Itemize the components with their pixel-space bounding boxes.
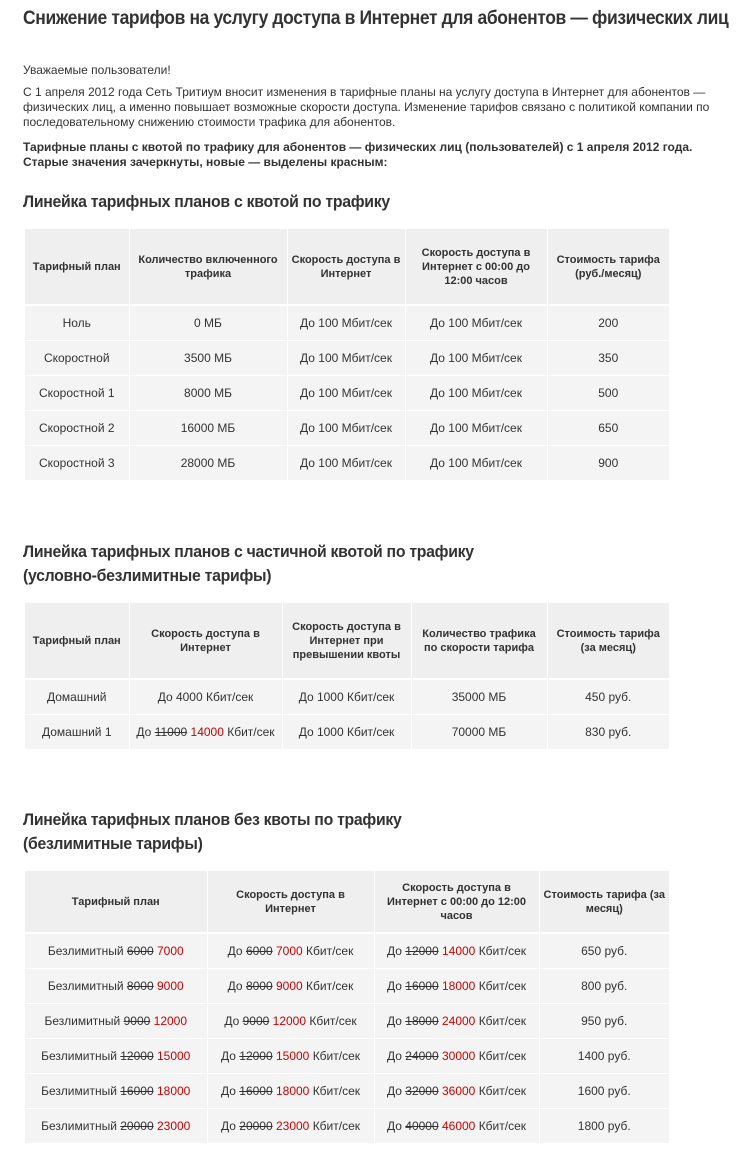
section1-heading bbox=[23, 190, 390, 214]
cell-text: Кбит/сек bbox=[475, 1048, 527, 1063]
table-cell bbox=[207, 1108, 374, 1143]
old-value: 16000 bbox=[405, 978, 439, 993]
cell-text: Кбит/сек bbox=[309, 1083, 361, 1098]
table-cell: 650 bbox=[547, 410, 669, 445]
table-cell: До 100 Мбит/сек bbox=[287, 305, 405, 340]
table-cell bbox=[539, 968, 669, 1003]
table-header-row bbox=[25, 603, 669, 679]
column-header: Тарифный план bbox=[25, 229, 129, 305]
cell-text: 1400 руб. bbox=[577, 1048, 631, 1063]
cell-text: Кбит/сек bbox=[475, 978, 527, 993]
table-cell bbox=[25, 714, 129, 749]
table-cell bbox=[25, 679, 129, 714]
cell-text: До 4000 Кбит/сек bbox=[157, 689, 254, 704]
table-cell: 8000 МБ bbox=[129, 375, 287, 410]
cell-text: 800 руб. bbox=[581, 978, 628, 993]
table-row bbox=[25, 968, 669, 1003]
new-value: 12000 bbox=[153, 1013, 188, 1028]
table-cell: 350 bbox=[547, 340, 669, 375]
column-header: Тарифный план bbox=[25, 603, 129, 679]
table-cell bbox=[539, 1073, 669, 1108]
cell-text: 830 руб. bbox=[585, 724, 632, 739]
table-row bbox=[25, 340, 669, 375]
cell-text: До bbox=[227, 978, 246, 993]
table-header-row bbox=[25, 871, 669, 933]
table-cell: 3500 МБ bbox=[129, 340, 287, 375]
table-cell bbox=[25, 968, 207, 1003]
table-cell bbox=[547, 714, 669, 749]
new-value: 9000 bbox=[275, 978, 303, 993]
cell-text: Кбит/сек bbox=[306, 1013, 357, 1028]
table-cell bbox=[25, 1003, 207, 1038]
table-cell: До 100 Мбит/сек bbox=[405, 340, 547, 375]
new-value: 18000 bbox=[275, 1083, 310, 1098]
old-value: 12000 bbox=[405, 943, 439, 958]
column-header: Стоимость тарифа (руб./месяц) bbox=[547, 229, 669, 305]
cell-text: Безлимитный bbox=[41, 1118, 121, 1133]
table-cell: До 100 Мбит/сек bbox=[405, 445, 547, 480]
old-value: 6000 bbox=[126, 943, 154, 958]
new-value: 46000 bbox=[441, 1118, 476, 1133]
cell-text: До bbox=[386, 1013, 406, 1028]
cell-text: 35000 МБ bbox=[451, 689, 507, 704]
table-cell bbox=[374, 1038, 539, 1073]
new-value: 18000 bbox=[156, 1083, 191, 1098]
table-row bbox=[25, 1003, 669, 1038]
table-cell: До 100 Мбит/сек bbox=[287, 445, 405, 480]
new-value: 15000 bbox=[156, 1048, 191, 1063]
page-title: Снижение тарифов на услугу доступа в Интернет для абонентов — физических лиц bbox=[23, 8, 729, 29]
table-cell bbox=[207, 1038, 374, 1073]
table-row bbox=[25, 445, 669, 480]
quota-tariffs-table bbox=[25, 229, 669, 480]
old-value: 12000 bbox=[239, 1048, 273, 1063]
column-header: Тарифный план bbox=[25, 871, 207, 933]
table-row bbox=[25, 679, 669, 714]
section3-heading-line2: (безлимитные тарифы) bbox=[23, 834, 203, 853]
table-cell: Скоростной 2 bbox=[25, 410, 129, 445]
cell-text: Кбит/сек bbox=[475, 943, 527, 958]
column-header: Скорость доступа в Интернет bbox=[129, 603, 282, 679]
cell-text: До 1000 Кбит/сек bbox=[298, 724, 395, 739]
table-cell: До 100 Мбит/сек bbox=[405, 410, 547, 445]
table-cell bbox=[129, 714, 282, 749]
table-cell bbox=[129, 679, 282, 714]
table-row bbox=[25, 1073, 669, 1108]
table-cell bbox=[374, 1108, 539, 1143]
table-cell: Ноль bbox=[25, 305, 129, 340]
table-row bbox=[25, 305, 669, 340]
cell-text: До bbox=[220, 1048, 240, 1063]
new-value: 23000 bbox=[275, 1118, 310, 1133]
cell-text: До 1000 Кбит/сек bbox=[298, 689, 395, 704]
old-value: 9000 bbox=[242, 1013, 270, 1028]
cell-text: Домашний 1 bbox=[41, 724, 112, 739]
table-cell bbox=[207, 1003, 374, 1038]
column-header: Стоимость тарифа (за месяц) bbox=[539, 871, 669, 933]
old-value: 12000 bbox=[120, 1048, 154, 1063]
cell-text: До bbox=[386, 1048, 406, 1063]
new-value: 24000 bbox=[441, 1013, 476, 1028]
cell-text: Безлимитный bbox=[41, 1048, 121, 1063]
section2-heading-line2: (условно-безлимитные тарифы) bbox=[23, 566, 272, 585]
partial-quota-tariffs-table bbox=[25, 603, 669, 749]
cell-text: Кбит/сек bbox=[302, 943, 354, 958]
table-cell: 500 bbox=[547, 375, 669, 410]
column-header: Скорость доступа в Интернет с 00:00 до 12:00 часов bbox=[405, 229, 547, 305]
cell-text: Кбит/сек bbox=[309, 1118, 361, 1133]
table-cell bbox=[207, 968, 374, 1003]
section2-heading-line1: Линейка тарифных планов с частичной квотой по трафику bbox=[23, 542, 474, 561]
table-cell: 200 bbox=[547, 305, 669, 340]
table-cell: До 100 Мбит/сек bbox=[405, 375, 547, 410]
notice-paragraph: Тарифные планы с квотой по трафику для абонентов — физических лиц (пользователей) с 1 апреля 2012 года. Старые значения зачеркнуты, новые — выделены красным: bbox=[23, 140, 693, 169]
old-value: 18000 bbox=[405, 1013, 439, 1028]
old-value: 24000 bbox=[405, 1048, 439, 1063]
table-cell bbox=[25, 1073, 207, 1108]
column-header: Скорость доступа в Интернет с 00:00 до 12:00 часов bbox=[374, 871, 539, 933]
table-cell bbox=[282, 679, 411, 714]
cell-text: 1600 руб. bbox=[577, 1083, 631, 1098]
cell-text: 1800 руб. bbox=[577, 1118, 631, 1133]
table-cell bbox=[25, 933, 207, 968]
old-value: 8000 bbox=[245, 978, 273, 993]
cell-text: До bbox=[386, 1118, 406, 1133]
table-row bbox=[25, 375, 669, 410]
unlimited-tariffs-table bbox=[25, 871, 669, 1143]
table-cell: Скоростной bbox=[25, 340, 129, 375]
column-header: Количество трафика по скорости тарифа bbox=[411, 603, 547, 679]
table-cell bbox=[374, 968, 539, 1003]
new-value: 18000 bbox=[441, 978, 476, 993]
cell-text: Кбит/сек bbox=[475, 1118, 527, 1133]
new-value: 14000 bbox=[190, 724, 224, 739]
cell-text: Кбит/сек bbox=[475, 1083, 527, 1098]
intro-paragraph: С 1 апреля 2012 года Сеть Тритиум вносит изменения в тарифные планы на услугу доступа в Интернет для абонентов — физических лиц, а именно повышает возможные скорости доступа. Изменение тарифов связано с политикой компании по последовательному снижению стоимости трафика для абонентов. bbox=[23, 85, 710, 129]
table-cell bbox=[374, 933, 539, 968]
new-value: 23000 bbox=[156, 1118, 191, 1133]
table-row bbox=[25, 410, 669, 445]
table-header-row bbox=[25, 229, 669, 305]
cell-text: Кбит/сек bbox=[223, 724, 275, 739]
column-header: Стоимость тарифа (за месяц) bbox=[547, 603, 669, 679]
table-cell bbox=[207, 933, 374, 968]
cell-text: 950 руб. bbox=[581, 1013, 628, 1028]
old-value: 16000 bbox=[120, 1083, 154, 1098]
cell-text: Кбит/сек bbox=[475, 1013, 527, 1028]
cell-text: До bbox=[386, 1083, 406, 1098]
old-value: 16000 bbox=[239, 1083, 273, 1098]
old-value: 40000 bbox=[405, 1118, 439, 1133]
table-cell bbox=[374, 1003, 539, 1038]
old-value: 6000 bbox=[245, 943, 273, 958]
new-value: 12000 bbox=[272, 1013, 307, 1028]
column-header: Скорость доступа в Интернет bbox=[287, 229, 405, 305]
cell-text: До bbox=[136, 724, 155, 739]
table-cell bbox=[25, 1038, 207, 1073]
old-value: 20000 bbox=[120, 1118, 154, 1133]
section3-heading-line1: Линейка тарифных планов без квоты по трафику bbox=[23, 810, 402, 829]
table-cell bbox=[207, 1073, 374, 1108]
new-value: 7000 bbox=[156, 943, 184, 958]
table-cell bbox=[539, 933, 669, 968]
new-value: 30000 bbox=[441, 1048, 476, 1063]
table-cell bbox=[539, 1038, 669, 1073]
cell-text: До bbox=[220, 1083, 240, 1098]
greeting: Уважаемые пользователи! bbox=[23, 63, 171, 77]
cell-text: 70000 МБ bbox=[451, 724, 507, 739]
old-value: 8000 bbox=[126, 978, 154, 993]
new-value: 14000 bbox=[441, 943, 476, 958]
table-cell bbox=[374, 1073, 539, 1108]
table-cell: До 100 Мбит/сек bbox=[287, 340, 405, 375]
table-cell bbox=[547, 679, 669, 714]
table-cell bbox=[539, 1003, 669, 1038]
section3-heading bbox=[23, 808, 402, 856]
table-row bbox=[25, 1108, 669, 1143]
table-cell bbox=[539, 1108, 669, 1143]
old-value: 9000 bbox=[123, 1013, 151, 1028]
table-cell: 900 bbox=[598, 455, 619, 470]
table-row bbox=[25, 933, 669, 968]
table-cell bbox=[411, 714, 547, 749]
table-cell: До 100 Мбит/сек bbox=[405, 305, 547, 340]
new-value: 7000 bbox=[275, 943, 303, 958]
table-cell: Скоростной 3 bbox=[25, 445, 129, 480]
table-cell bbox=[282, 714, 411, 749]
section2-heading bbox=[23, 540, 474, 588]
table-row bbox=[25, 714, 669, 749]
cell-text: Безлимитный bbox=[47, 978, 127, 993]
cell-text: Безлимитный bbox=[41, 1083, 121, 1098]
column-header: Скорость доступа в Интернет bbox=[207, 871, 374, 933]
section1-heading-text: Линейка тарифных планов с квотой по трафику bbox=[23, 192, 390, 211]
table-cell: 16000 МБ bbox=[129, 410, 287, 445]
table-cell: 0 МБ bbox=[129, 305, 287, 340]
old-value: 32000 bbox=[405, 1083, 439, 1098]
cell-text: До bbox=[386, 943, 406, 958]
cell-text: Безлимитный bbox=[44, 1013, 124, 1028]
cell-text: Кбит/сек bbox=[309, 1048, 361, 1063]
new-value: 15000 bbox=[275, 1048, 310, 1063]
old-value: 20000 bbox=[239, 1118, 273, 1133]
column-header: Количество включенного трафика bbox=[129, 229, 287, 305]
cell-text: 650 руб. bbox=[581, 943, 628, 958]
cell-text: До bbox=[220, 1118, 240, 1133]
cell-text: Безлимитный bbox=[47, 943, 127, 958]
table-cell bbox=[25, 1108, 207, 1143]
column-header: Скорость доступа в Интернет при превышении квоты bbox=[282, 603, 411, 679]
table-cell: До 100 Мбит/сек bbox=[287, 375, 405, 410]
cell-text: До bbox=[386, 978, 406, 993]
table-cell: 28000 МБ bbox=[129, 445, 287, 480]
cell-text: Домашний bbox=[46, 689, 107, 704]
table-row bbox=[25, 1038, 669, 1073]
old-value: 11000 bbox=[154, 724, 188, 739]
new-value: 36000 bbox=[441, 1083, 476, 1098]
new-value: 9000 bbox=[156, 978, 184, 993]
cell-text: До bbox=[227, 943, 246, 958]
table-cell: До 100 Мбит/сек bbox=[287, 410, 405, 445]
cell-text: 450 руб. bbox=[585, 689, 632, 704]
cell-text: До bbox=[224, 1013, 243, 1028]
table-cell: Скоростной 1 bbox=[25, 375, 129, 410]
table-cell bbox=[411, 679, 547, 714]
cell-text: Кбит/сек bbox=[302, 978, 354, 993]
